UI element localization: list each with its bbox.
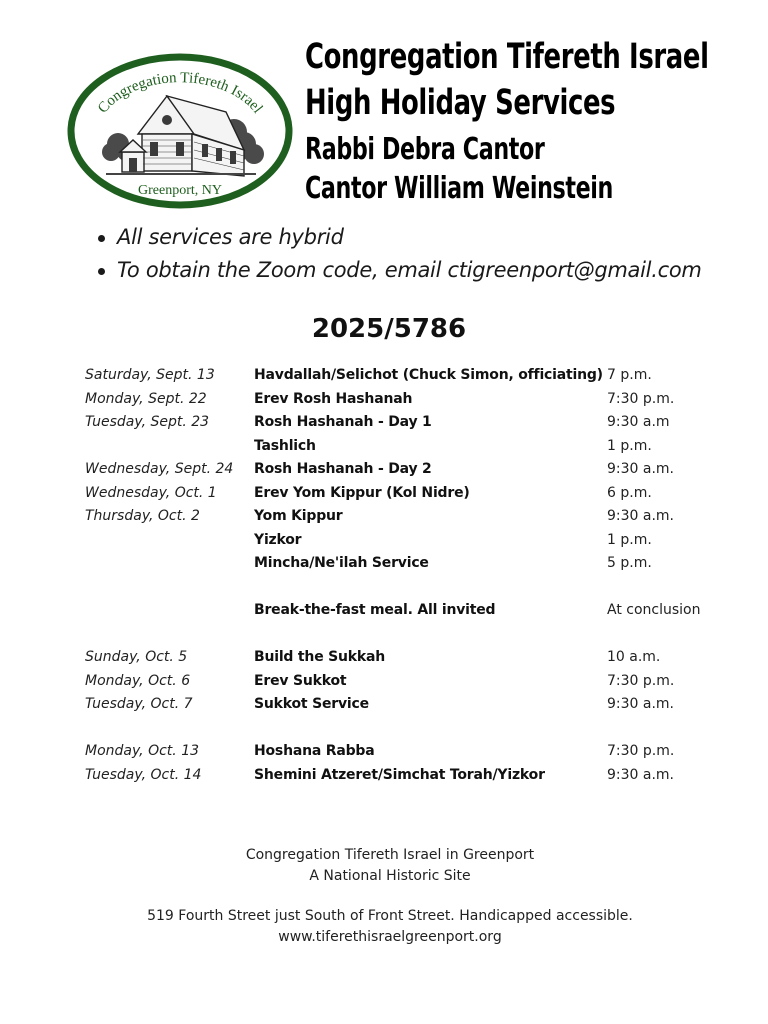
row-time: 7 p.m. bbox=[607, 367, 652, 383]
bullet-dot-icon bbox=[98, 235, 105, 242]
header-rabbi: Rabbi Debra Cantor bbox=[305, 132, 545, 167]
schedule-row bbox=[0, 458, 768, 482]
schedule-row bbox=[0, 482, 768, 506]
notes-list bbox=[94, 221, 754, 287]
row-event: Mincha/Ne'ilah Service bbox=[254, 555, 429, 571]
row-date: Wednesday, Oct. 1 bbox=[85, 484, 217, 501]
schedule-row bbox=[0, 388, 768, 412]
row-time: 9:30 a.m. bbox=[607, 696, 675, 712]
row-time: 9:30 a.m. bbox=[607, 461, 675, 477]
year-heading: 2025/5786 bbox=[311, 314, 467, 344]
row-date: Tuesday, Oct. 7 bbox=[85, 696, 193, 712]
row-date: Saturday, Sept. 13 bbox=[85, 367, 215, 383]
row-event: Rosh Hashanah - Day 1 bbox=[254, 414, 432, 430]
row-time: 9:30 a.m. bbox=[607, 508, 675, 524]
row-event: Build the Sukkah bbox=[254, 649, 386, 665]
row-date: Monday, Oct. 13 bbox=[85, 743, 200, 759]
footer-historic-site: A National Historic Site bbox=[309, 868, 471, 884]
schedule-row bbox=[0, 435, 768, 459]
row-event: Rosh Hashanah - Day 2 bbox=[254, 461, 432, 477]
schedule-row bbox=[0, 693, 768, 717]
row-time: 9:30 a.m bbox=[607, 414, 670, 430]
footer-address: 519 Fourth Street just South of Front Street. Handicapped accessible. bbox=[147, 908, 633, 924]
row-time: 1 p.m. bbox=[607, 531, 652, 548]
schedule-row bbox=[0, 529, 768, 553]
row-event: Yom Kippur bbox=[254, 508, 343, 524]
schedule-row bbox=[0, 364, 768, 388]
header-subtitle: High Holiday Services bbox=[305, 83, 616, 123]
schedule-row bbox=[0, 411, 768, 435]
header-title: Congregation Tifereth Israel bbox=[305, 37, 709, 77]
row-date: Sunday, Oct. 5 bbox=[85, 649, 188, 665]
row-time: 10 a.m. bbox=[607, 649, 661, 665]
row-event: Erev Rosh Hashanah bbox=[254, 390, 413, 407]
footer-website: www.tiferethisraelgreenport.org bbox=[278, 929, 502, 945]
row-date: Thursday, Oct. 2 bbox=[85, 508, 200, 524]
row-event: Erev Yom Kippur (Kol Nidre) bbox=[254, 484, 470, 501]
schedule-row bbox=[0, 740, 768, 764]
row-date: Wednesday, Sept. 24 bbox=[85, 461, 234, 477]
note-item bbox=[94, 221, 754, 254]
schedule-row bbox=[0, 552, 768, 576]
row-time: 6 p.m. bbox=[607, 484, 652, 501]
row-date: Monday, Oct. 6 bbox=[85, 672, 191, 689]
row-event: Sukkot Service bbox=[254, 696, 369, 712]
row-event: Erev Sukkot bbox=[254, 672, 347, 689]
row-time: 5 p.m. bbox=[607, 555, 652, 571]
row-time: 7:30 p.m. bbox=[607, 672, 675, 689]
schedule-row bbox=[0, 764, 768, 788]
footer-name: Congregation Tifereth Israel in Greenport bbox=[245, 847, 535, 863]
row-event: Tashlich bbox=[254, 437, 316, 454]
header-cantor: Cantor William Weinstein bbox=[305, 171, 613, 206]
row-time: 9:30 a.m. bbox=[607, 766, 675, 783]
schedule-table bbox=[0, 364, 768, 787]
row-event: Hoshana Rabba bbox=[254, 743, 375, 759]
row-time: 1 p.m. bbox=[607, 437, 652, 454]
congregation-logo bbox=[66, 52, 294, 210]
schedule-row bbox=[0, 599, 768, 623]
note-text: To obtain the Zoom code, email ctigreenport@gmail.com bbox=[117, 258, 702, 282]
row-date: Tuesday, Oct. 14 bbox=[85, 766, 202, 783]
bullet-dot-icon bbox=[98, 268, 105, 275]
schedule-row bbox=[0, 646, 768, 670]
row-event: Yizkor bbox=[254, 531, 302, 548]
row-event: Shemini Atzeret/Simchat Torah/Yizkor bbox=[254, 766, 545, 783]
row-date: Tuesday, Sept. 23 bbox=[85, 414, 210, 430]
note-text: All services are hybrid bbox=[117, 225, 344, 249]
logo-top-text: Congregation Tifereth Israel bbox=[94, 70, 266, 117]
schedule-row bbox=[0, 670, 768, 694]
schedule-row bbox=[0, 505, 768, 529]
row-date: Monday, Sept. 22 bbox=[85, 390, 207, 407]
row-event: Havdallah/Selichot (Chuck Simon, officiating) bbox=[254, 367, 603, 383]
note-item bbox=[94, 254, 754, 287]
row-time: 7:30 p.m. bbox=[607, 743, 675, 759]
row-time: At conclusion bbox=[607, 602, 701, 618]
logo-bottom-text: Greenport, NY bbox=[138, 183, 222, 198]
row-time: 7:30 p.m. bbox=[607, 390, 675, 407]
row-event: Break-the-fast meal. All invited bbox=[254, 602, 496, 618]
